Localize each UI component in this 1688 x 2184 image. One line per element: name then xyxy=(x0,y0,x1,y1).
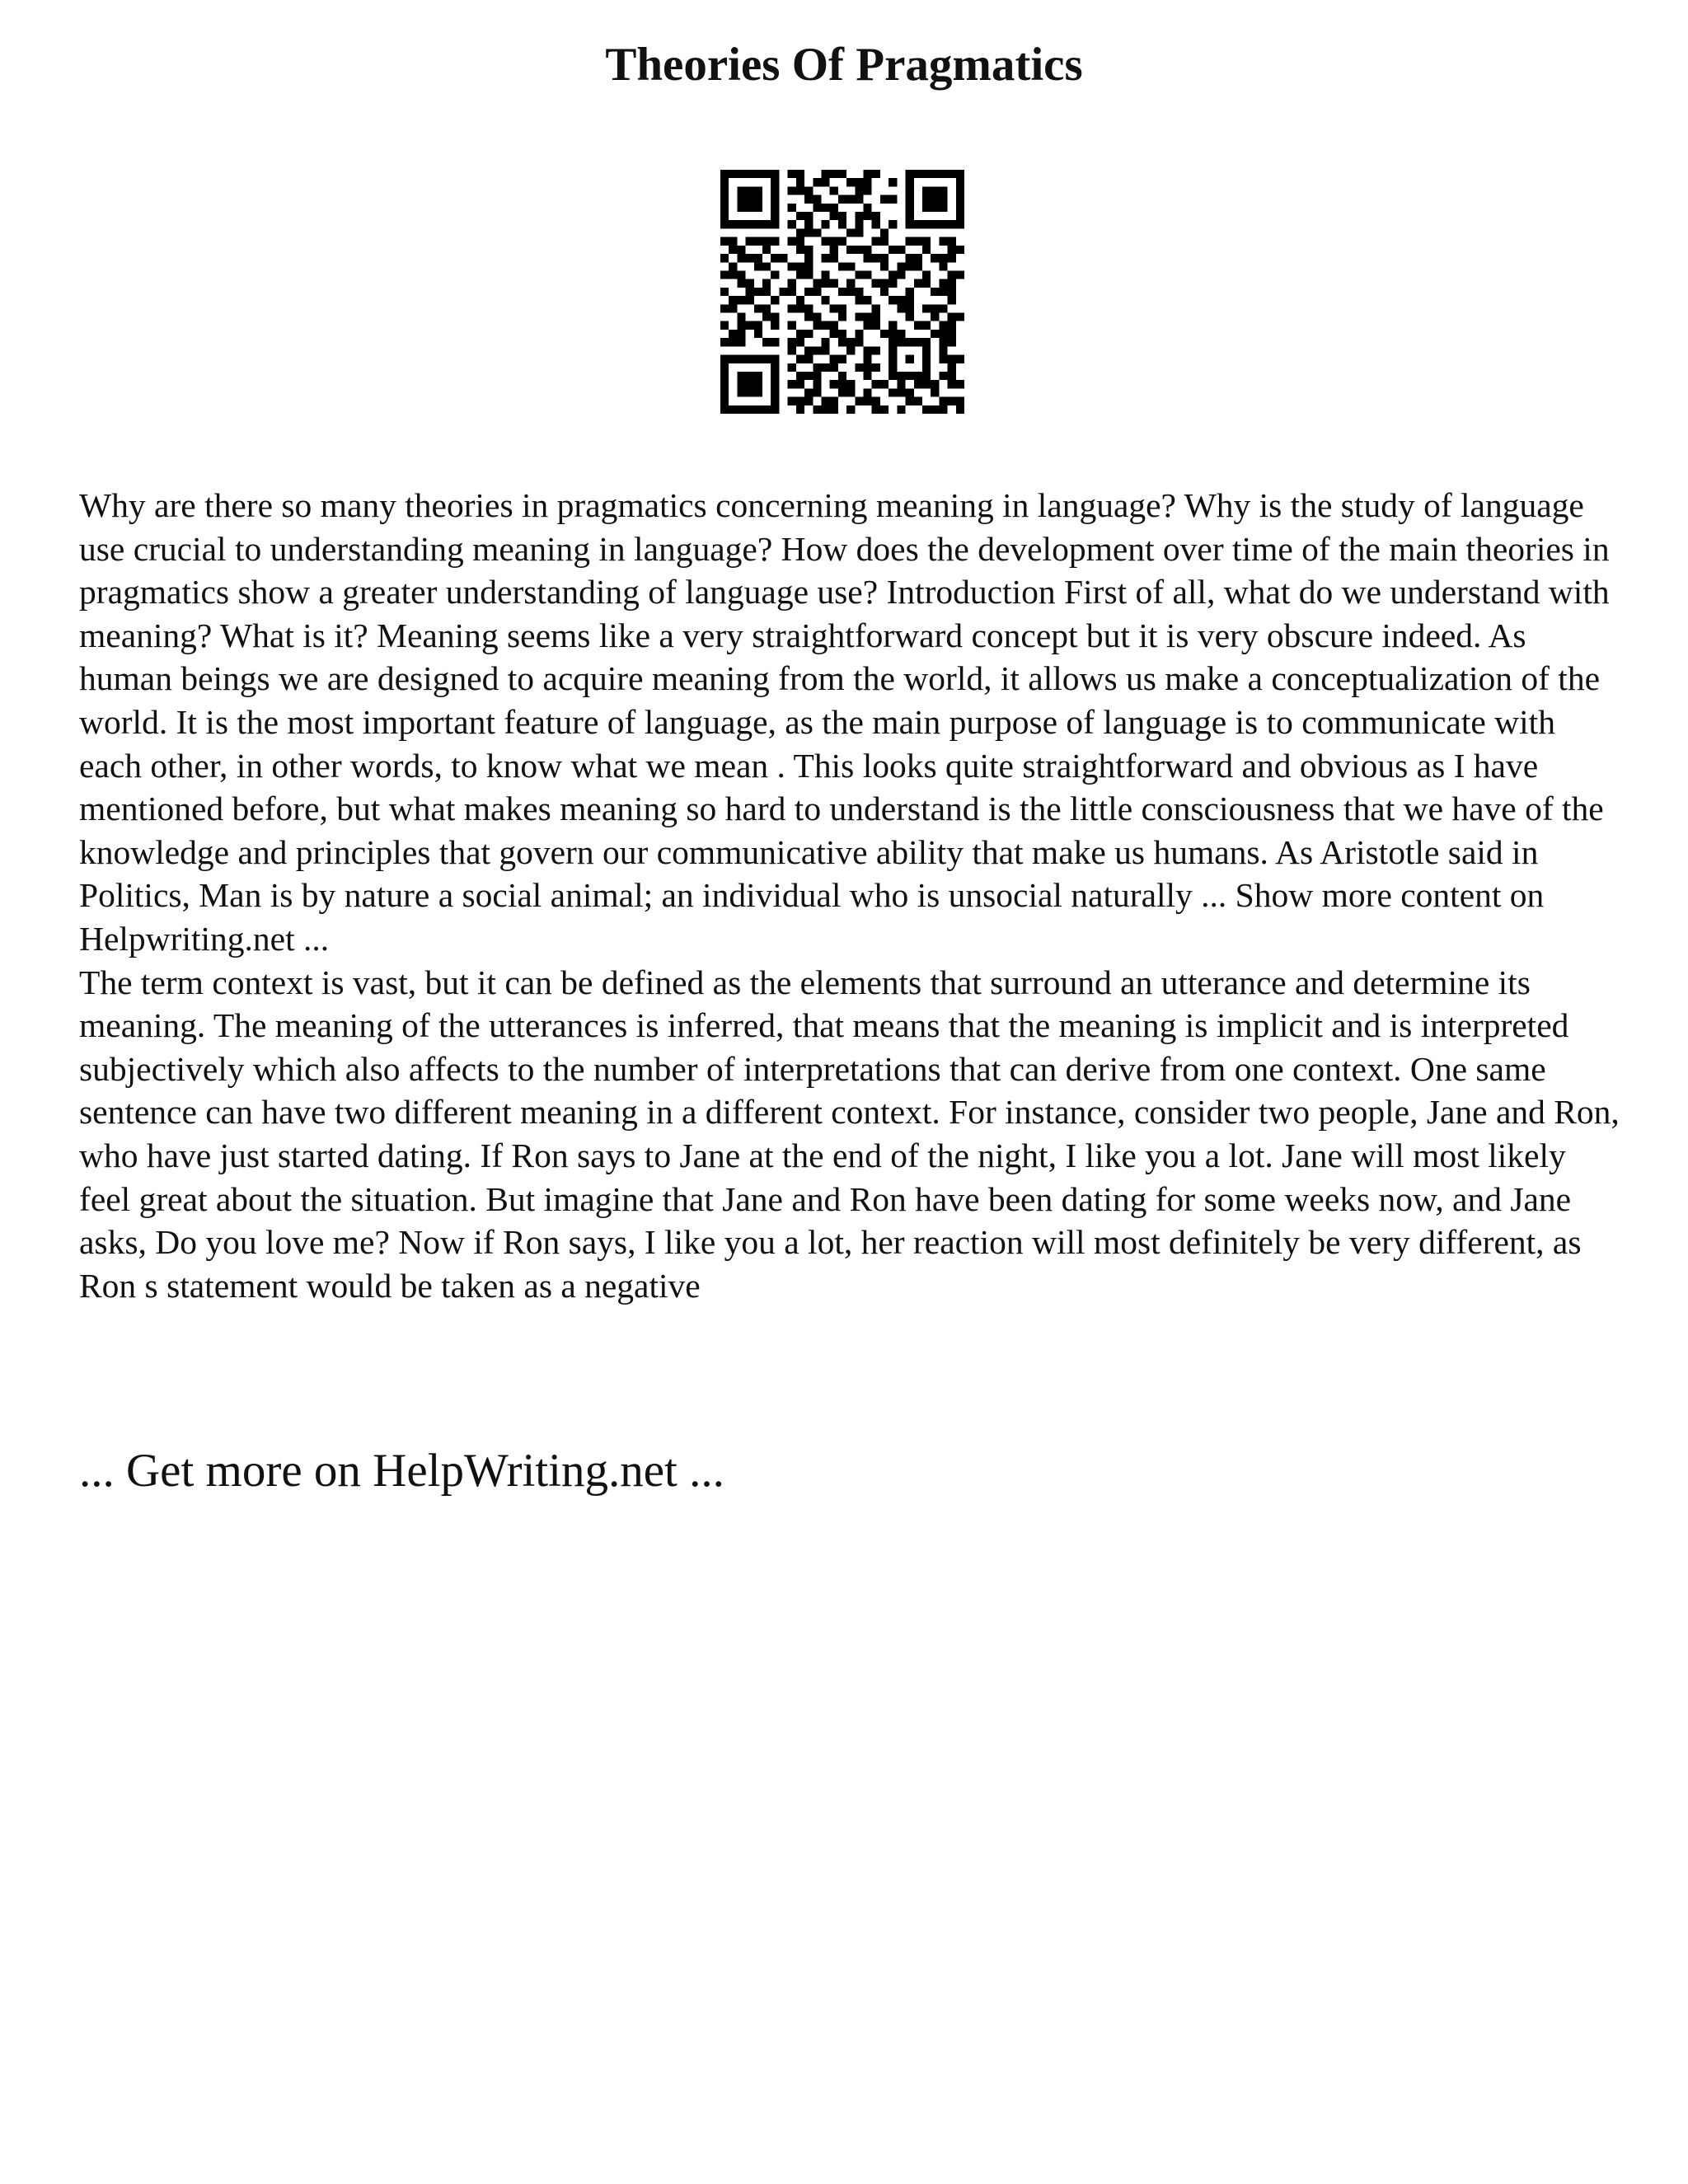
qr-code-icon xyxy=(720,170,964,414)
paragraph-intro: Why are there so many theories in pragmatics concerning meaning in language? Why is the study of language use crucial to understanding meaning in language? How does the development over time of the main theories in pragmatics show a greater understanding of language use? Introduction First of all, what do we understand with meaning? What is it? Meaning seems like a very straightforward concept but it is very obscure indeed. As human beings we are designed to acquire meaning from the world, it allows us make a conceptualization of the world. It is the most important feature of language, as the main purpose of language is to communicate with each other, in other words, to know what we mean . This looks quite straightforward and obvious as I have mentioned before, but what makes meaning so hard to understand is the little consciousness that we have of the knowledge and principles that govern our communicative ability that make us humans. As Aristotle said in Politics, Man is by nature a social animal; an individual who is unsocial naturally ... Show more content on Helpwriting.net ... xyxy=(79,486,1610,958)
get-more-link[interactable]: ... Get more on HelpWriting.net ... xyxy=(79,1445,724,1497)
paragraph-context: The term context is vast, but it can be defined as the elements that surround an utterance and determine its meaning. The meaning of the utterances is inferred, that means that the meaning is implicit and is interpreted subjectively which also affects to the number of interpretations that can derive from one context. One same sentence can have two different meaning in a different context. For instance, consider two people, Jane and Ron, who have just started dating. If Ron says to Jane at the end of the night, I like you a lot. Jane will most likely feel great about the situation. But imagine that Jane and Ron have been dating for some weeks now, and Jane asks, Do you love me? Now if Ron says, I like you a lot, her reaction will most definitely be very different, as Ron s statement would be taken as a negative xyxy=(79,963,1620,1305)
body-text xyxy=(79,484,1620,1307)
page-title: Theories Of Pragmatics xyxy=(605,39,1083,91)
